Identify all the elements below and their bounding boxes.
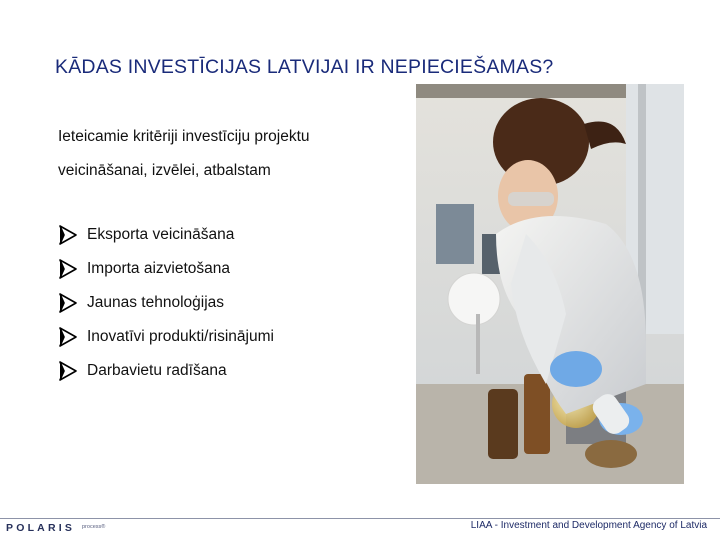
list-item	[58, 286, 274, 320]
intro-line-1: Ieteicamie kritēriji investīciju projektu	[58, 128, 310, 145]
intro-text	[58, 120, 388, 188]
arrow-right-icon	[58, 225, 78, 245]
list-item-label: Darbavietu radīšana	[87, 362, 227, 379]
criteria-list	[58, 218, 274, 388]
lab-scientist-photo	[416, 84, 684, 484]
list-item	[58, 252, 274, 286]
arrow-right-icon	[58, 293, 78, 313]
slide-title: KĀDAS INVESTĪCIJAS LATVIJAI IR NEPIECIEŠAMAS?	[55, 56, 554, 78]
polaris-logo: POLARIS	[6, 522, 76, 534]
list-item-label: Inovatīvi produkti/risinājumi	[87, 328, 274, 345]
list-item-label: Jaunas tehnoloģijas	[87, 294, 225, 311]
list-item	[58, 354, 274, 388]
list-item	[58, 218, 274, 252]
polaris-logo-sub: process®	[82, 524, 106, 530]
footer-divider	[0, 518, 720, 519]
intro-line-2: veicināšanai, izvēlei, atbalstam	[58, 162, 271, 179]
arrow-right-icon	[58, 361, 78, 381]
list-item-label: Importa aizvietošana	[87, 260, 231, 277]
arrow-right-icon	[58, 327, 78, 347]
agency-name: LIAA - Investment and Development Agency of Latvia	[470, 520, 707, 531]
arrow-right-icon	[58, 259, 78, 279]
list-item	[58, 320, 274, 354]
list-item-label: Eksporta veicināšana	[87, 226, 235, 243]
